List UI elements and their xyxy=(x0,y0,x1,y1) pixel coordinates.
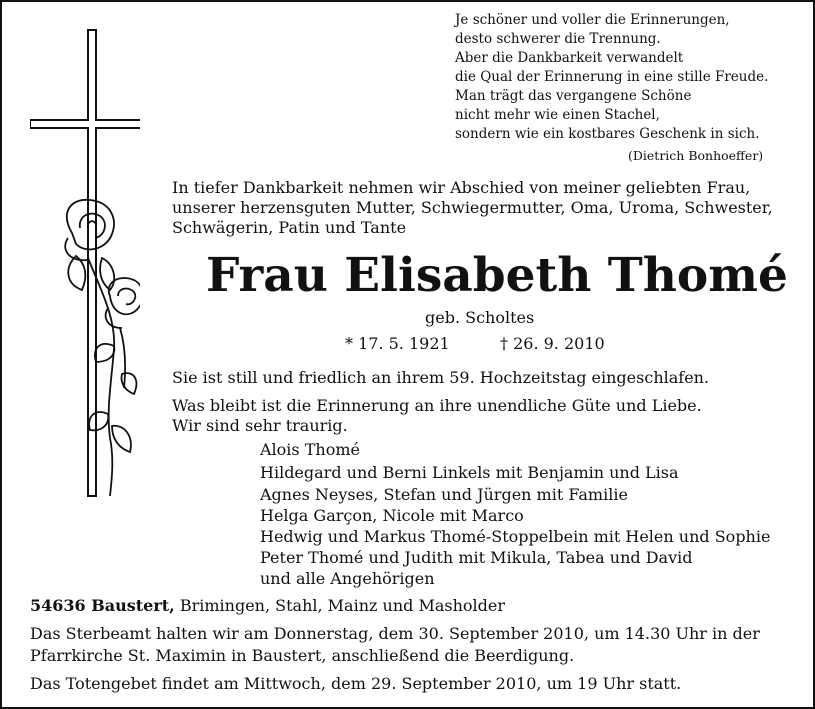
poem-line: Man trägt das vergangene Schöne xyxy=(455,88,692,104)
cross-with-roses-icon xyxy=(30,28,140,498)
poem-line: die Qual der Erinnerung in eine stille Freude. xyxy=(455,69,769,85)
mourner-item: Agnes Neyses, Stefan und Jürgen mit Familie xyxy=(260,485,628,504)
prayer-line: Das Totengebet findet am Mittwoch, dem 29. September 2010, um 19 Uhr statt. xyxy=(30,674,682,693)
mourner-item: Peter Thomé und Judith mit Mikula, Tabea und David xyxy=(260,548,693,567)
maiden-name: geb. Scholtes xyxy=(425,308,535,327)
death-date: † 26. 9. 2010 xyxy=(500,334,605,353)
intro-line: Schwägerin, Patin und Tante xyxy=(172,218,407,237)
address-places: Brimingen, Stahl, Mainz und Masholder xyxy=(179,596,505,615)
poem-line: nicht mehr wie einen Stachel, xyxy=(455,107,660,123)
message-line: Wir sind sehr traurig. xyxy=(172,416,348,435)
intro-line: unserer herzensguten Mutter, Schwiegermutter, Oma, Uroma, Schwester, xyxy=(172,198,773,217)
poem-line: Je schöner und voller die Erinnerungen, xyxy=(455,12,730,28)
message-line: Was bleibt ist die Erinnerung an ihre unendliche Güte und Liebe. xyxy=(172,396,702,415)
mourner-item: Helga Garçon, Nicole mit Marco xyxy=(260,506,524,525)
poem-line: sondern wie ein kostbares Geschenk in sich. xyxy=(455,126,760,142)
poem-line: desto schwerer die Trennung. xyxy=(455,31,661,47)
intro-line: In tiefer Dankbarkeit nehmen wir Abschied von meiner geliebten Frau, xyxy=(172,178,751,197)
poem-attribution: (Dietrich Bonhoeffer) xyxy=(628,148,764,163)
birth-date: * 17. 5. 1921 xyxy=(345,334,450,353)
deceased-name: Frau Elisabeth Thomé xyxy=(206,248,788,303)
mourner-item: Hedwig und Markus Thomé-Stoppelbein mit Helen und Sophie xyxy=(260,527,771,546)
funeral-line: Das Sterbeamt halten wir am Donnerstag, dem 30. September 2010, um 14.30 Uhr in der xyxy=(30,624,760,643)
poem-line: Aber die Dankbarkeit verwandelt xyxy=(455,50,684,66)
message-line: Sie ist still und friedlich an ihrem 59. Hochzeitstag eingeschlafen. xyxy=(172,368,710,387)
mourner-item: Alois Thomé xyxy=(260,440,360,459)
address-postal-town: 54636 Baustert, xyxy=(30,596,175,615)
mourner-item: und alle Angehörigen xyxy=(260,569,435,588)
mourner-item: Hildegard und Berni Linkels mit Benjamin und Lisa xyxy=(260,463,679,482)
funeral-line: Pfarrkirche St. Maximin in Baustert, anschließend die Beerdigung. xyxy=(30,646,575,665)
address-line xyxy=(30,598,505,614)
